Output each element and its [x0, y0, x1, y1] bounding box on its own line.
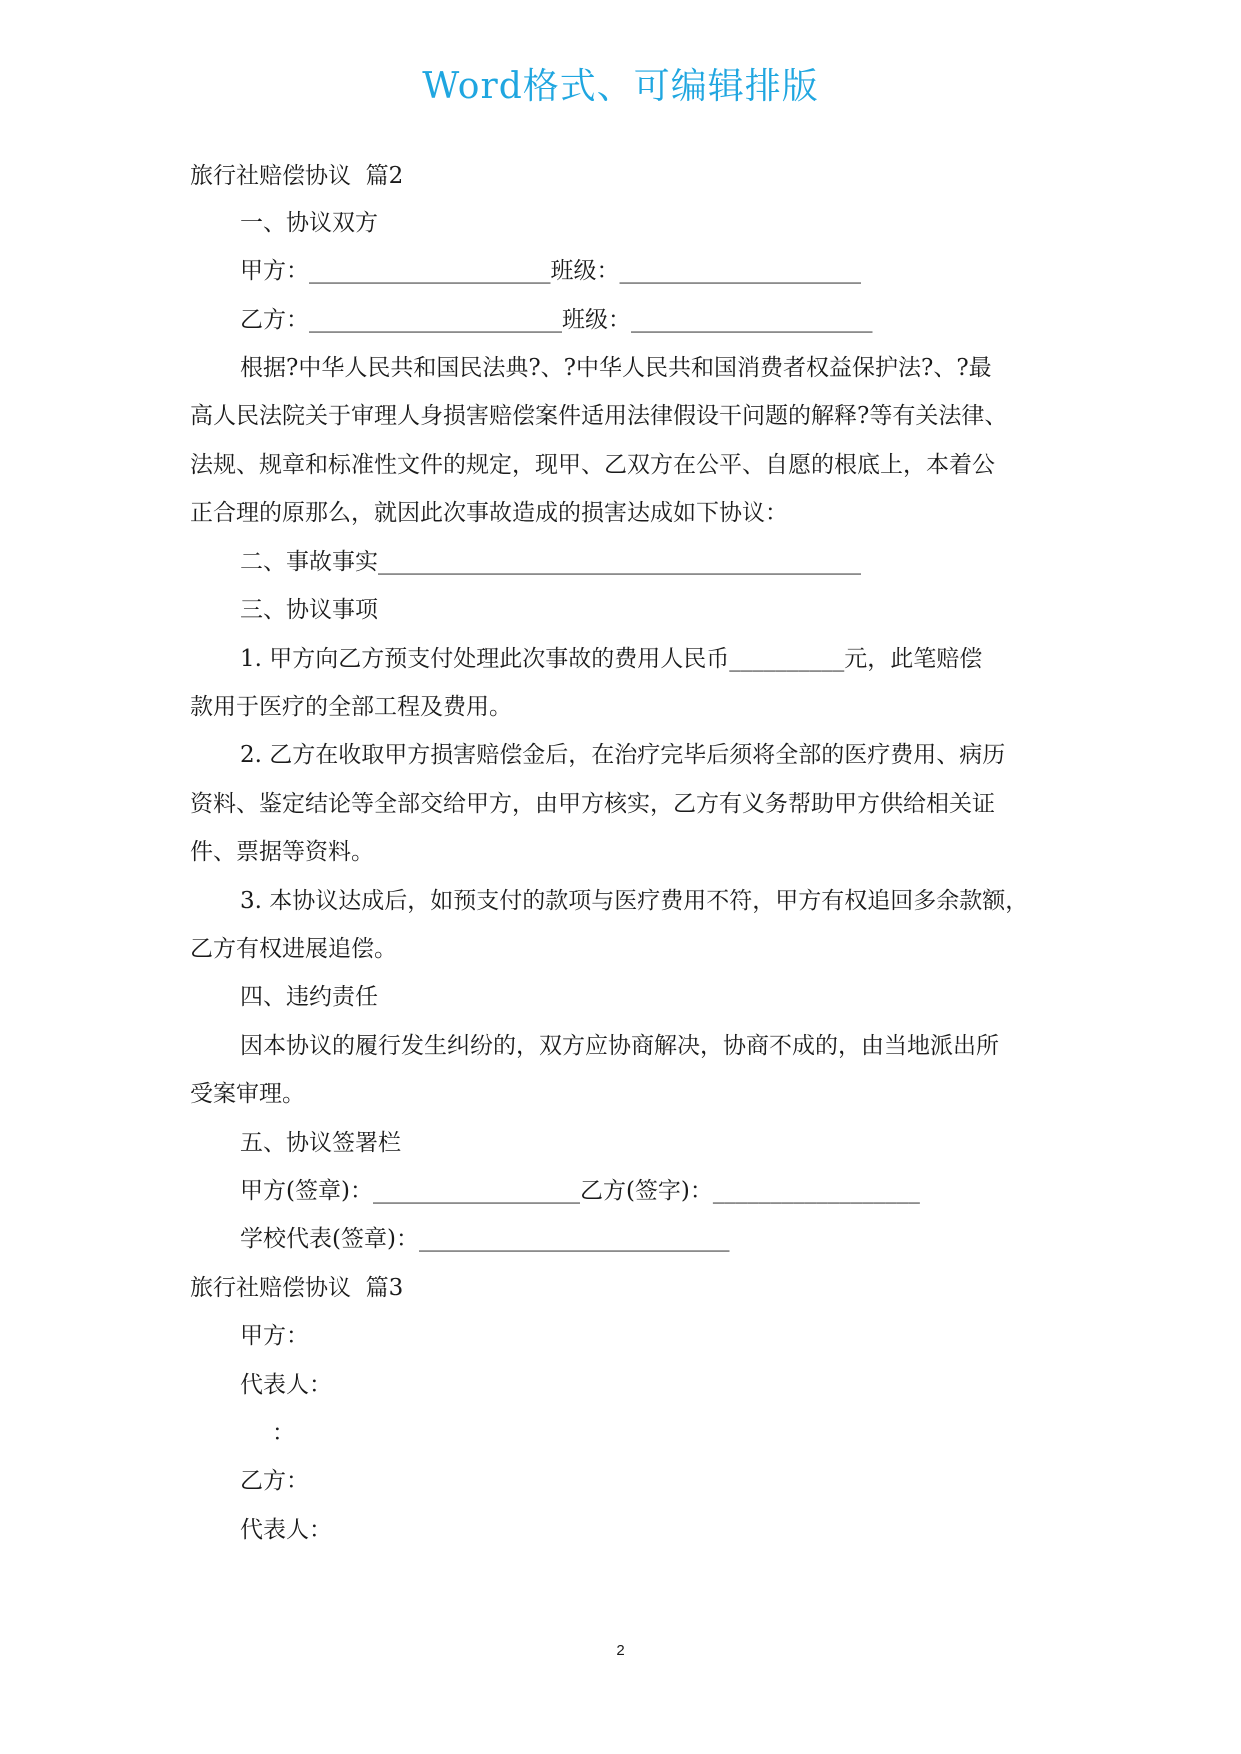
document-header-title: Word格式、可编辑排版: [422, 66, 819, 107]
section-heading-part2: 旅行社赔偿协议 篇2: [190, 163, 404, 189]
representative-label: 代表人：: [240, 1372, 332, 1398]
party-a-class-blank-line: 甲方：_____________________班级：_____________________: [240, 258, 861, 284]
heading-signature-section: 五、协议签署栏: [240, 1130, 401, 1156]
representative-label: 代表人：: [240, 1517, 332, 1543]
school-rep-signature-line: 学校代表(签章)：___________________________: [240, 1226, 730, 1252]
heading-parties: 一、协议双方: [240, 210, 378, 236]
legal-basis-paragraph-line: 法规、规章和标准性文件的规定，现甲、乙双方在公平、自愿的根底上，本着公: [190, 452, 995, 478]
legal-basis-paragraph-line: 正合理的原那么，就因此次事故造成的损害达成如下协议：: [190, 500, 788, 526]
colon-label: ：: [272, 1420, 295, 1446]
section-heading-part3: 旅行社赔偿协议 篇3: [190, 1275, 404, 1301]
item-2-line: 件、票据等资料。: [190, 839, 374, 865]
party-b-class-blank-line: 乙方：______________________班级：_____________________: [240, 307, 873, 333]
heading-accident-facts: 二、事故事实__________________________________________: [240, 549, 861, 575]
breach-paragraph-line: 受案审理。: [190, 1081, 305, 1107]
item-3-line: 3. 本协议达成后，如预支付的款项与医疗费用不符，甲方有权追回多余款额，: [240, 888, 1029, 914]
item-1-line: 1. 甲方向乙方预支付处理此次事故的费用人民币__________元，此笔赔偿: [240, 646, 983, 672]
page-number: 2: [616, 1642, 625, 1659]
item-2-line: 2. 乙方在收取甲方损害赔偿金后，在治疗完毕后须将全部的医疗费用、病历: [240, 742, 1006, 768]
legal-basis-paragraph-line: 根据?中华人民共和国民法典?、?中华人民共和国消费者权益保护法?、?最: [240, 355, 992, 381]
signature-blank-line: 甲方(签章)：__________________乙方(签字)：__________________: [240, 1178, 920, 1204]
item-2-line: 资料、鉴定结论等全部交给甲方，由甲方核实，乙方有义务帮助甲方供给相关证: [190, 791, 995, 817]
item-1-line: 款用于医疗的全部工程及费用。: [190, 694, 512, 720]
legal-basis-paragraph-line: 高人民法院关于审理人身损害赔偿案件适用法律假设干问题的解释?等有关法律、: [190, 403, 1008, 429]
party-a-label: 甲方：: [240, 1323, 309, 1349]
heading-breach-liability: 四、违约责任: [240, 984, 378, 1010]
breach-paragraph-line: 因本协议的履行发生纠纷的，双方应协商解决，协商不成的，由当地派出所: [240, 1033, 999, 1059]
heading-agreement-items: 三、协议事项: [240, 597, 378, 623]
party-b-label: 乙方：: [240, 1468, 309, 1494]
item-3-line: 乙方有权进展追偿。: [190, 936, 397, 962]
